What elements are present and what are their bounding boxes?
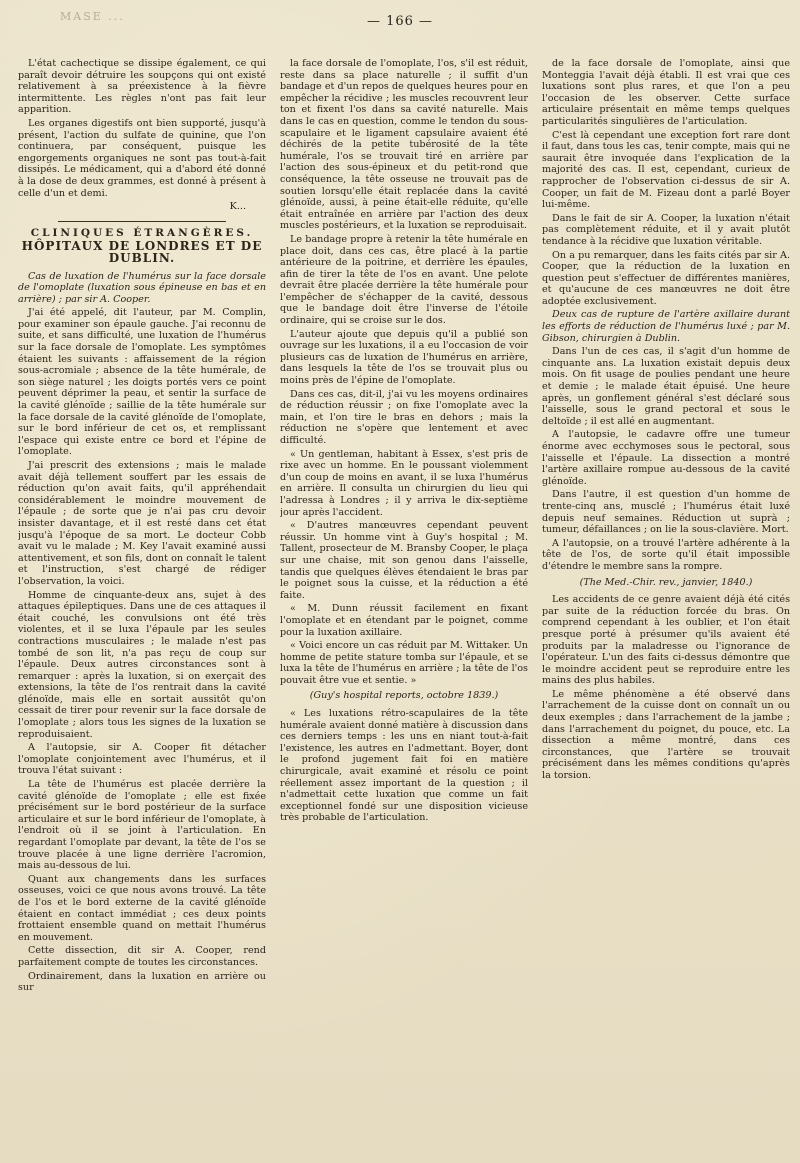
signature: K...: [229, 201, 246, 213]
paragraph: A l'autopsie, le cadavre offre une tumeur énorme avec ecchymoses sous le pectoral, sous l'aisselle et l'épaule. La dissection a montré l'artère axillaire rompue au-dessous de la cavité glénoïde.: [542, 429, 790, 487]
paragraph: Les organes digestifs ont bien supporté, jusqu'à présent, l'action du sulfate de quinine, que l'on continuera, par conséquent, puisque les engorgements organiques ne sont pas tout-à-fait dissipés. Le médicament, qui a d'abord été donné à la dose de deux grammes, est donné à présent à celle d'un et demi.: [18, 117, 266, 199]
paragraph: Cette dissection, dit sir A. Cooper, rend parfaitement compte de toutes les circonstances.: [18, 945, 266, 968]
paragraph: Le bandage propre à retenir la tête humérale en place doit, dans ces cas, être placé à la partie antérieure de la poitrine, et derrière les épaules, afin de tirer la tête de l'os en avant. Une pelote devrait être placée derrière la tête humérale pour l'empêcher de s'échapper de la cavité, dessous que le bandage doit être l'inverse de l'étoile ordinaire, qui se croise sur le dos.: [280, 233, 528, 327]
source-citation: (Guy's hospital reports, octobre 1839.): [309, 690, 499, 702]
page-number: — 166 —: [366, 14, 434, 29]
bleed-through-text: MASE ...: [60, 10, 125, 23]
source-citation: (The Med.-Chir. rev., janvier, 1840.): [579, 576, 753, 588]
paragraph: Quant aux changements dans les surfaces osseuses, voici ce que nous avons trouvé. La tête de l'os et le bord externe de la cavité glénoïde étaient en contact immédiat ; ces deux points frottaient ensemble quand on mettait l'humérus en mouvement.: [18, 873, 266, 943]
paragraph: L'auteur ajoute que depuis qu'il a publié son ouvrage sur les luxations, il a eu l'occasion de voir plusieurs cas de luxation de l'humérus en arrière, dans lesquels la tête de l'os se trouvait plus ou moins près de l'épine de l'omoplate.: [280, 328, 528, 387]
paragraph: « Les luxations rétro-scapulaires de la tête humérale avaient donné matière à discussion dans ces derniers temps : les uns en niant tout-à-fait l'existence, les autres en l'admettant. Boyer, dont le profond jugement fait foi en matière chirurgicale, avait examiné et résolu ce point réellement assez important de la question ; il n'admettait cette luxation que comme un fait exceptionnel fondé sur une disposition vicieuse très probable de l'articulation.: [280, 708, 528, 824]
section-subhead: HÔPITAUX DE LONDRES ET DE DUBLIN.: [21, 239, 263, 265]
paragraph: Ordinairement, dans la luxation en arrière ou sur: [18, 970, 266, 994]
paragraph: Les accidents de ce genre avaient déjà été cités par suite de la réduction forcée du bras. On comprend cependant à les oublier, et l'on était presque porté à présumer qu'ils avaient été produits par la maladresse ou l'ignorance de l'opérateur. L'un des faits ci-dessus démontre que le moindre accident peut se reproduire entre les mains des plus habiles.: [542, 594, 790, 687]
paragraph: Le même phénomène a été observé dans l'arrachement de la cuisse dont on connaît un ou deux exemples ; dans l'arrachement de la jambe ; dans l'arrachement du poignet, du pouce, etc. La dissection a même montré, dans ces circonstances, que l'artère se trouvait précisément dans les mêmes conditions qu'après la torsion.: [542, 688, 790, 782]
paragraph: Dans ces cas, dit-il, j'ai vu les moyens ordinaires de réduction réussir ; on fixe l'omoplate avec la main, et l'on tire le bras en dehors ; mais la réduction ne s'opère que lentement et avec difficulté.: [280, 388, 528, 446]
paragraph: « M. Dunn réussit facilement en fixant l'omoplate et en étendant par le poignet, comme pour la luxation axillaire.: [280, 603, 528, 638]
section-title: CLINIQUES ÉTRANGÈRES.: [30, 226, 254, 239]
paragraph: de la face dorsale de l'omoplate, ainsi que Monteggia l'avait déjà établi. Il est vrai que ces luxations sont plus rares, et que l'on a peu l'occasion de les observer. Cette surface articulaire présentait en même temps quelques particularités singulières de l'articulation.: [542, 58, 790, 127]
case-title: Cas de luxation de l'humérus sur la face dorsale de l'omoplate (luxation sous épineuse en bas et en arrière) ; par sir A. Cooper.: [18, 270, 266, 305]
divider: [58, 221, 226, 222]
paragraph: C'est là cependant une exception fort rare dont il faut, dans tous les cas, tenir compte, mais qui ne saurait être invoquée dans l'explication de la majorité des cas. Il est, cependant, curieux de rapprocher de l'observation ci-dessus de sir A. Cooper, un fait de M. Fizeau dont a parlé Boyer lui-même.: [542, 129, 790, 211]
paragraph: « D'autres manœuvres cependant peuvent réussir. Un homme vint à Guy's hospital ; M. Tallent, prosecteur de M. Bransby Cooper, le plaça sur une chaise, mit son genou dans l'aisselle, tandis que quelques élèves étendaient le bras par le poignet sous la cuisse, et la réduction a été faite.: [280, 520, 528, 601]
paragraph: Dans l'autre, il est question d'un homme de trente-cinq ans, musclé ; l'humérus était luxé depuis neuf semaines. Réduction ut suprà ; tumeur, défaillances ; on lie la sous-clavière. Mort.: [542, 489, 790, 536]
paragraph: Dans l'un de ces cas, il s'agit d'un homme de cinquante ans. La luxation existait depuis deux mois. On fit usage de poulies pendant une heure et demie ; le malade était épuisé. Une heure après, un gonflement général s'est déclaré sous l'aisselle, sous le grand pectoral et sous le deltoïde ; il est allé en augmentant.: [542, 346, 790, 427]
paragraph: « Voici encore un cas réduit par M. Wittaker. Un homme de petite stature tomba sur l'épaule, et se luxa la tête de l'humérus en arrière ; la tête de l'os pouvait être vue et sentie. »: [280, 640, 528, 686]
paragraph: L'état cachectique se dissipe également, ce qui paraît devoir détruire les soupçons qui ont existé relativement à sa préexistence à la fièvre intermittente. Les règles n'ont pas fait leur apparition.: [18, 58, 266, 116]
paragraph: Dans le fait de sir A. Cooper, la luxation n'était pas complètement réduite, et il y avait plutôt tendance à la récidive que luxation véritable.: [542, 212, 790, 247]
paragraph: On a pu remarquer, dans les faits cités par sir A. Cooper, que la réduction de la luxation en question peut s'effectuer de différentes manières, et qu'aucune de ces manœuvres ne doit être adoptée exclusivement.: [542, 249, 790, 307]
paragraph: A l'autopsie, on a trouvé l'artère adhérente à la tête de l'os, de sorte qu'il était impossible d'étendre le membre sans la rompre.: [542, 537, 790, 572]
column-3: [542, 58, 790, 1153]
columns: [18, 58, 790, 1153]
paragraph: Homme de cinquante-deux ans, sujet à des attaques épileptiques. Dans une de ces attaques il était couché, les convulsions ont été très violentes, et il se luxa l'épaule par les seules contractions musculaires ; le malade n'est pas tombé de son lit, n'a pas reçu de coup sur l'épaule. Deux autres circonstances sont à remarquer : après la luxation, si on exerçait des extensions, la tête de l'os rentrait dans la cavité glénoïde, mais elle en sortait aussitôt qu'on cessait de tirer pour revenir sur la face dorsale de l'omoplate ; alors tous les signes de la luxation se reproduisaient.: [18, 589, 266, 740]
column-1: [18, 58, 266, 1153]
case-title: Deux cas de rupture de l'artère axillaire durant les efforts de réduction de l'humérus luxé ; par M. Gibson, chirurgien à Dublin.: [542, 309, 790, 344]
paragraph: « Un gentleman, habitant à Essex, s'est pris de rixe avec un homme. En le poussant violemment d'un coup de moins en avant, il se luxa l'humérus en arrière. Il consulta un chirurgien du lieu qui l'adressa à Londres ; il y arriva le dix-septième jour après l'accident.: [280, 448, 528, 518]
paragraph: J'ai prescrit des extensions ; mais le malade avait déjà tellement souffert par les essais de réduction qu'on avait faits, qu'il appréhendait considérablement le moindre mouvement de l'épaule ; de sorte que je n'ai pas cru devoir insister davantage, et il est resté dans cet état jusqu'à l'époque de sa mort. Le docteur Cobb avait vu le malade ; M. Key l'avait examiné aussi attentivement, et son fils, dont on connaît le talent et l'instruction, s'est chargé de rédiger l'observation, la voici.: [18, 460, 266, 587]
paragraph: J'ai été appelé, dit l'auteur, par M. Complin, pour examiner son épaule gauche. J'ai reconnu de suite, et sans difficulté, une luxation de l'humérus sur la face dorsale de l'omoplate. Les symptômes étaient les suivants : affaissement de la région sous-acromiale ; absence de la tête humérale, de son siège naturel ; les doigts portés vers ce point peuvent déprimer la peau, et sentir la surface de la cavité glénoïde ; saillie de la tête humérale sur la face dorsale de la cavité glénoïde de l'omoplate, sur le bord inférieur de cet os, et remplissant l'espace qui existe entre ce bord et l'épine de l'omoplate.: [18, 307, 266, 458]
column-2: [280, 58, 528, 1153]
paragraph: la face dorsale de l'omoplate, l'os, s'il est réduit, reste dans sa place naturelle ; il suffit d'un bandage et d'un repos de quelques heures pour en empêcher la récidive ; les muscles recouvrent leur ton et fixent l'os dans sa cavité naturelle. Mais dans le cas en question, comme le tendon du sous-scapulaire et le ligament capsulaire avaient été déchirés de la petite tubérosité de la tête humérale, l'os se trouvait tiré en arrière par l'action des sous-épineux et du petit-rond que conséquence, la tête osseuse ne trouvait pas de soutien lorsqu'elle était replacée dans la cavité glénoïde, aussi, à peine était-elle réduite, qu'elle était entraînée en arrière par l'action des deux muscles postérieurs, et la luxation se reproduisait.: [280, 58, 528, 232]
paragraph: La tête de l'humérus est placée derrière la cavité glénoïde de l'omoplate ; elle est fixée précisément sur le bord postérieur de la surface articulaire et sur le bord inférieur de l'omoplate, à l'endroit où il se joint à l'articulation. En regardant l'omoplate par devant, la tête de l'os se trouve placée à une ligne derrière l'acromion, mais au-dessous de lui.: [18, 779, 266, 872]
paragraph: A l'autopsie, sir A. Cooper fit détacher l'omoplate conjointement avec l'humérus, et il trouva l'état suivant :: [18, 742, 266, 777]
